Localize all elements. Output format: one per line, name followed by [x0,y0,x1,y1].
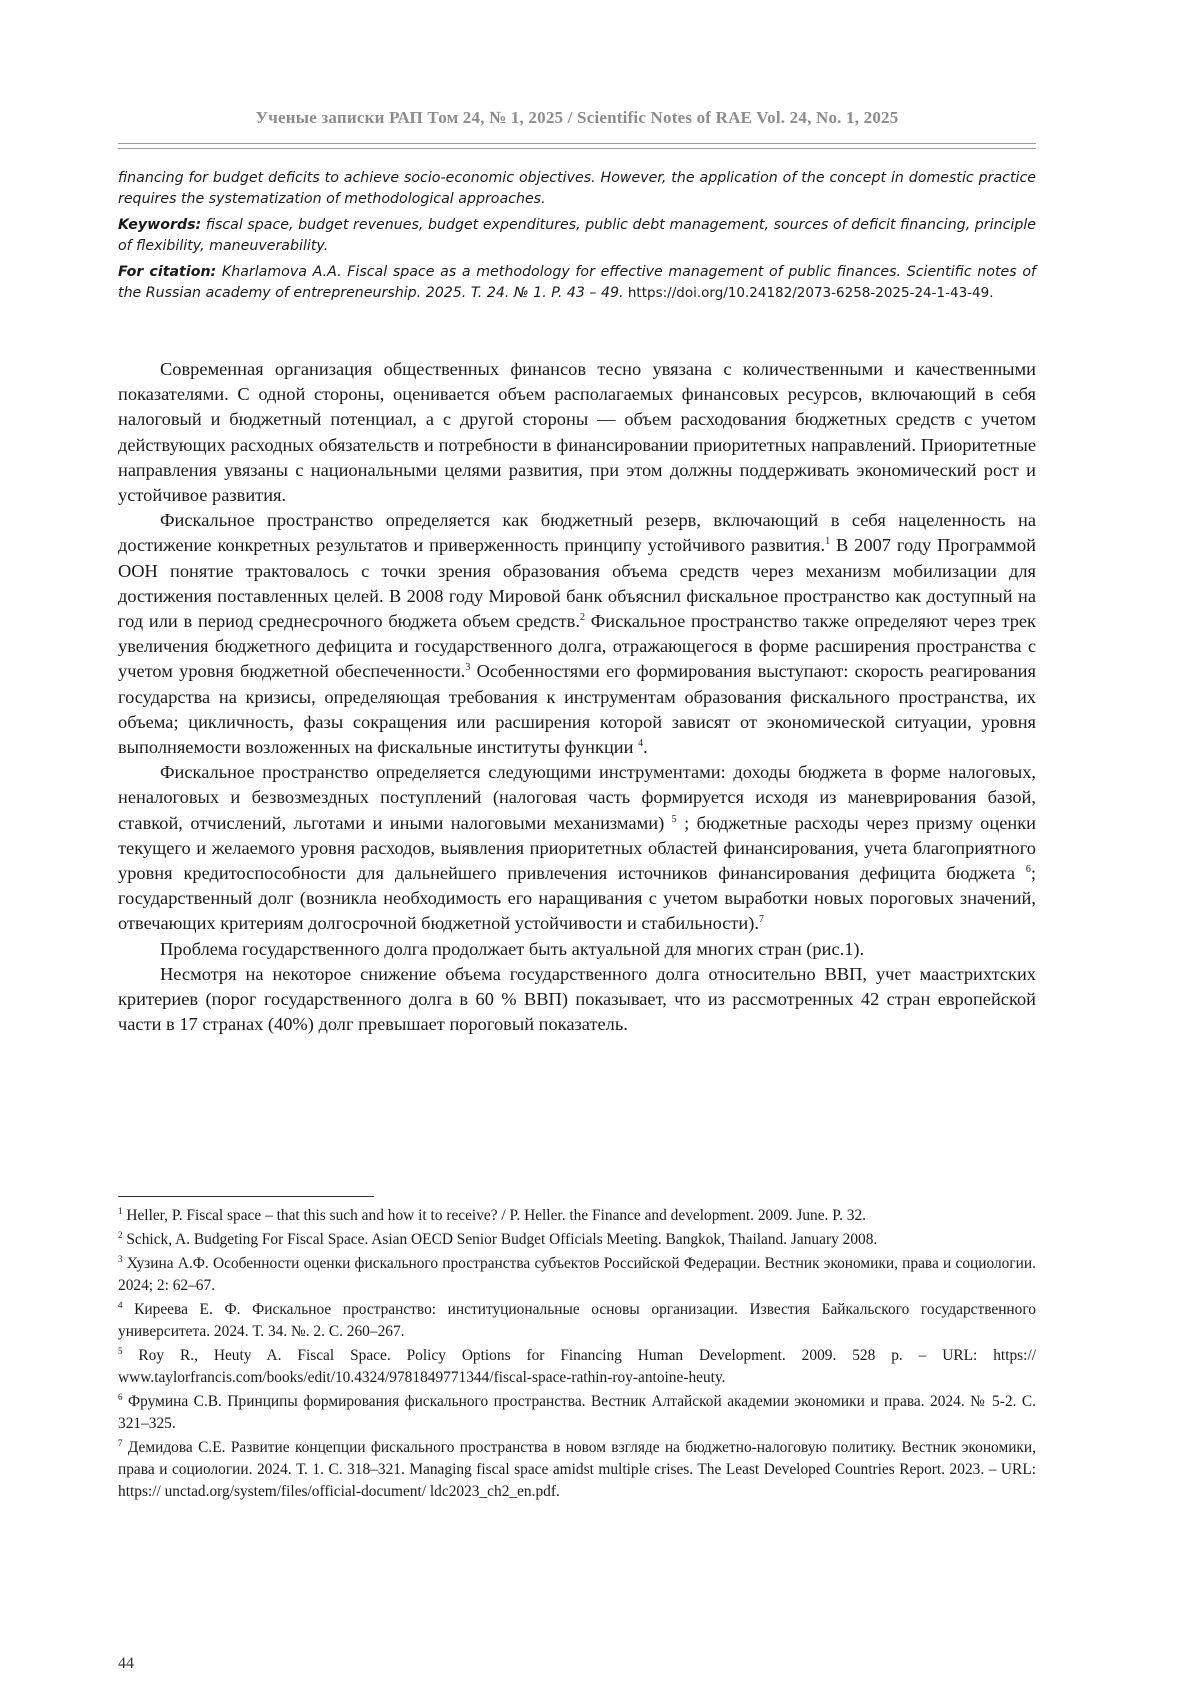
footnotes [118,1205,1036,1505]
footnote-ref-6: 6 [1025,863,1031,875]
paragraph-2-part-b: В 2007 году Программой ООН понятие трактовалось с точки зрения образования объема средств через механизм мобилизации для достижения поставленных целей. В 2008 году Мировой банк объяснил фискальное пространство как доступный на год или в период среднесрочного бюджета объем средств. [118,535,1036,632]
footnote-text: Киреева Е. Ф. Фискальное пространство: институциональные основы организации. Известия Байкальского государственного университета. 2024. Т. 34. №. 2. С. 260–267. [118,1301,1036,1340]
footnote-ref-2: 2 [579,611,585,623]
paragraph-2 [118,508,1036,760]
citation-label: For citation: [118,264,217,280]
footnote-3 [118,1253,1036,1297]
footnote-number: 5 [118,1345,123,1356]
keywords [118,215,1036,257]
citation-text: Kharlamova A.A. Fiscal space as a methodology for effective management of public finances. Scientific notes of the Russian academy of entrepreneurship. 2025. T. 24. № 1. P. 43 – 49. [118,264,1036,301]
paragraph-2-part-a: Фискальное пространство определяется как бюджетный резерв, включающий в себя нацеленность на достижение конкретных результатов и приверженность принципу устойчивого развития. [118,510,1036,556]
paragraph-2-part-d: Особенностями его формирования выступают: скорость реагирования государства на кризисы, определяющая требования к инструментам образования фискального пространства, их объема; цикличность, фазы сокращения или расширения которой зависят от экономической ситуации, уровня выполняемости возложенных на фискальные институты функции [118,661,1036,758]
paragraph-3-part-b: ; бюджетные расходы через призму оценки текущего и желаемого уровня расходов, выявления приоритетных областей финансирования, учета благоприятного уровня кредитоспособности для дальнейшего привлечения источников финансирования дефицита бюджета [118,812,1036,884]
header-rule-secondary [118,148,1036,149]
footnote-6 [118,1391,1036,1435]
paragraph-2-part-e: . [643,737,648,758]
footnote-text: Демидова С.Е. Развитие концепции фискального пространства в новом взгляде на бюджетно-налоговую политику. Вестник экономики, права и социологии. 2024. Т. 1. С. 318–321. Managing fiscal space amidst multiple crises. The Least Developed Countries Report. 2023. – URL: https:// unctad.org/system/files/official-document/ ldc2023_ch2_en.pdf. [118,1439,1036,1500]
paragraph-3-part-c: ; государственный долг (возникла необходимость его наращивания с учетом выработки новых пороговых значений, отвечающих критериям долгосрочной бюджетной устойчивости и стабильности). [118,863,1036,934]
footnote-5 [118,1345,1036,1389]
footnote-ref-4: 4 [638,737,644,749]
footnote-7 [118,1437,1036,1503]
paragraph-3 [118,760,1036,936]
footnote-1 [118,1205,1036,1227]
footnote-text: Фрумина С.В. Принципы формирования фискального пространства. Вестник Алтайской академии экономики и права. 2024. № 5-2. С. 321–325. [118,1393,1036,1432]
footnote-ref-1: 1 [825,536,831,548]
footnote-text: Хузина А.Ф. Особенности оценки фискального пространства субъектов Российской Федерации. Вестник экономики, права и социологии. 2024; 2: 62–67. [118,1255,1036,1294]
paragraph-2-part-c: Фискальное пространство также определяют через трек увеличения бюджетного дефицита и государственного долга, отражающегося в форме расширения пространства с учетом уровня бюджетной обеспеченности. [118,611,1036,682]
page-number: 44 [118,1655,134,1672]
paragraph-1: Современная организация общественных финансов тесно увязана с количественными и качественными показателями. С одной стороны, оценивается объем располагаемых финансовых ресурсов, включающий в себя налоговый и бюджетный потенциал, а с другой стороны — объем расходования бюджетных средств с учетом действующих расходных обязательств и потребности в финансировании приоритетных направлений. Приоритетные направления увязаны с национальными целями развития, при этом должны поддерживать экономический рост и устойчивое развития. [118,359,1036,506]
footnote-number: 4 [118,1299,123,1310]
keywords-text: fiscal space, budget revenues, budget expenditures, public debt management, sources of deficit financing, principle of flexibility, maneuverability. [118,217,1036,254]
paragraph-3-part-a: Фискальное пространство определяется следующими инструментами: доходы бюджета в форме налоговых, неналоговых и безвозмездных поступлений (налоговая часть формируется исходя из маневрирования базой, ставкой, отчислений, льготами и иными налоговыми механизмами) [118,762,1036,833]
footnote-text: Roy R., Heuty A. Fiscal Space. Policy Options for Financing Human Development. 2009. 528 p. – URL: https:// www.taylorfrancis.com/books/edit/10.4324/9781849771344/fiscal-space-rathin-roy-antoine-heuty. [118,1347,1036,1386]
footnote-number: 6 [118,1391,123,1402]
main-text [118,357,1036,1037]
footnote-number: 1 [118,1205,123,1216]
footnote-ref-3: 3 [465,662,471,674]
citation [118,262,1036,304]
footnote-2 [118,1229,1036,1251]
paragraph-5: Несмотря на некоторое снижение объема государственного долга относительно ВВП, учет маастрихтских критериев (порог государственного долга в 60 % ВВП) показывает, что из рассмотренных 42 стран европейской части в 17 странах (40%) долг превышает пороговый показатель. [118,963,1036,1035]
abstract-block [118,168,1036,309]
footnote-number: 2 [118,1229,123,1240]
footnote-separator [118,1196,374,1197]
footnote-ref-7: 7 [759,914,764,926]
paragraph-4: Проблема государственного долга продолжает быть актуальной для многих стран (рис.1). [160,938,865,959]
footnote-number: 7 [118,1437,123,1448]
footnote-text: Heller, P. Fiscal space – that this such and how it to receive? / P. Heller. the Finance and development. 2009. June. P. 32. [122,1207,867,1224]
keywords-label: Keywords: [118,217,202,233]
header-rule [118,143,1036,144]
abstract-continuation: financing for budget deficits to achieve socio-economic objectives. However, the application of the concept in domestic practice requires the systematization of methodological approaches. [118,170,1036,207]
footnote-number: 3 [118,1253,123,1264]
footnote-4 [118,1299,1036,1343]
footnote-text: Schick, A. Budgeting For Fiscal Space. Asian OECD Senior Budget Officials Meeting. Bangkok, Thailand. January 2008. [122,1231,878,1248]
citation-doi: https://doi.org/10.24182/2073-6258-2025-24-1-43-49. [623,285,994,301]
running-header: Ученые записки РАП Том 24, № 1, 2025 / Scientific Notes of RAE Vol. 24, No. 1, 2025 [255,108,899,127]
footnote-ref-5: 5 [671,813,677,825]
